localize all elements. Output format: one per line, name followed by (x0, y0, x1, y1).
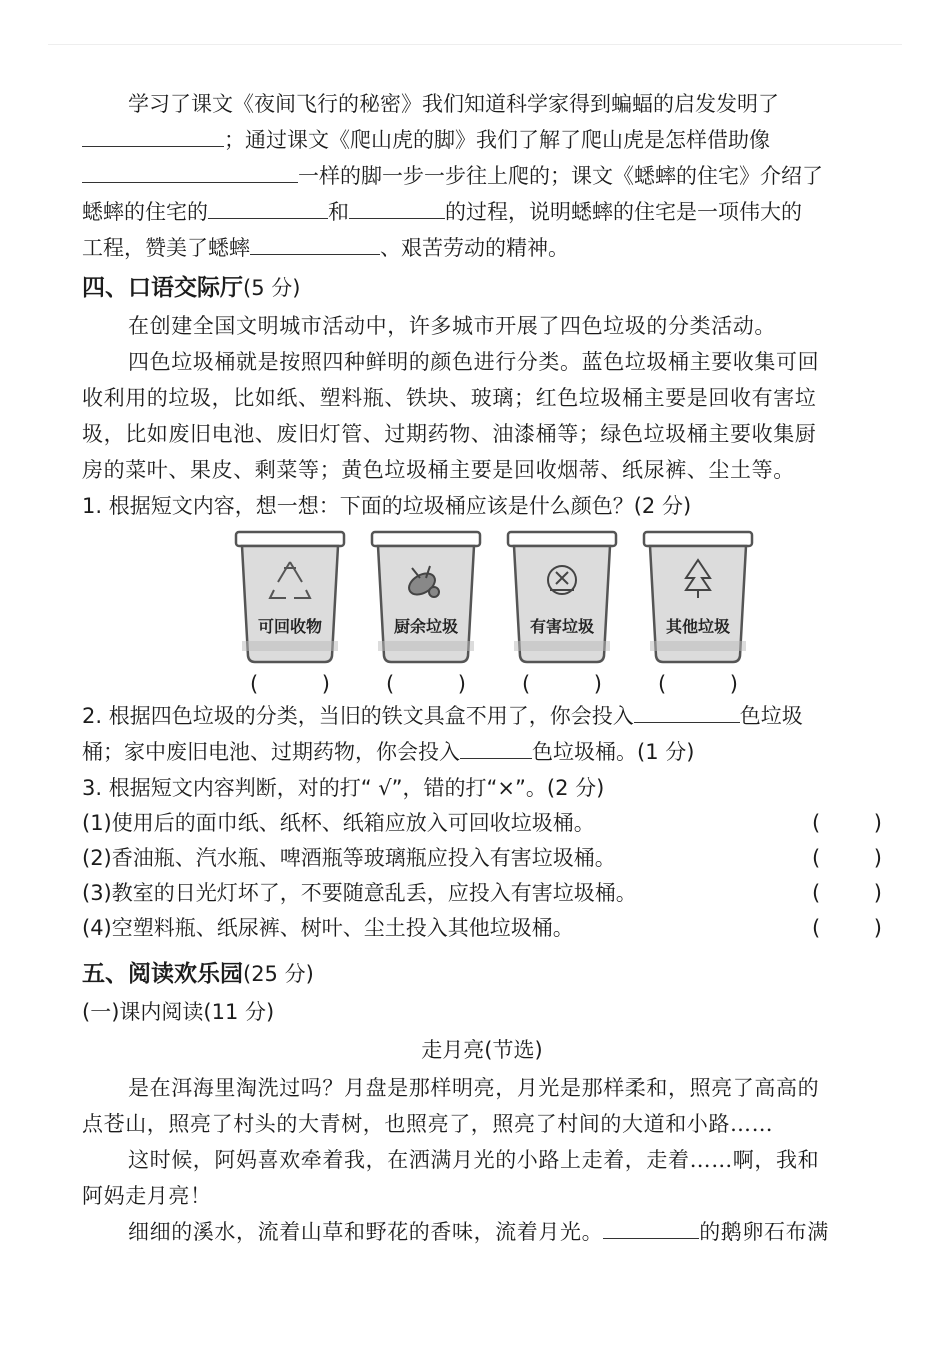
paren-close: ) (873, 881, 882, 905)
paren-close: ) (729, 672, 738, 696)
blank-color-1[interactable] (634, 698, 740, 723)
bin-recyclable (234, 528, 346, 696)
fill-line-5 (82, 230, 882, 266)
text: 、艰苦劳动的精神。 (380, 236, 569, 260)
section-4-heading (82, 268, 882, 308)
blank-color-2[interactable] (460, 734, 532, 759)
text: 3. 根据短文内容判断，对的打“ √”，错的打“×”。(2 分) (82, 776, 605, 800)
paren-open: ( (812, 881, 821, 905)
answer-paren[interactable] (522, 672, 602, 696)
bin-label: 厨余垃圾 (393, 617, 458, 636)
answer-paren[interactable] (658, 672, 738, 696)
paren-open: ( (812, 916, 821, 940)
fill-line-3 (82, 158, 882, 194)
question-2-line-1 (82, 698, 882, 734)
other-waste-bin-icon (642, 528, 754, 668)
text: 1. 根据短文内容，想一想：下面的垃圾桶应该是什么颜色？(2 分) (82, 494, 692, 518)
para-line (82, 416, 882, 452)
food-waste-bin-icon (370, 528, 482, 668)
trash-bins (82, 528, 882, 698)
answer-paren[interactable] (386, 672, 466, 696)
paren-open: ( (522, 672, 531, 696)
blank-house-1[interactable] (208, 194, 328, 219)
blank-invention[interactable] (82, 122, 224, 147)
text: 走月亮(节选) (421, 1038, 543, 1062)
bin-other (642, 528, 754, 696)
para-line (82, 452, 882, 488)
text: 房的菜叶、果皮、剩菜等；黄色垃圾桶主要是回收烟蒂、纸尿裤、尘土等。 (82, 458, 795, 482)
text: 工程，赞美了蟋蟀 (82, 236, 250, 260)
fill-line-2 (82, 122, 882, 158)
bin-label: 可回收物 (257, 617, 322, 636)
text: (一)课内阅读(11 分) (82, 1000, 275, 1024)
paren-close: ) (321, 672, 330, 696)
text: 的鹅卵石布满 (699, 1220, 829, 1244)
para-line (82, 344, 882, 380)
text: 色垃圾桶。(1 分) (532, 740, 695, 764)
section-5-heading (82, 954, 882, 994)
para-line (82, 380, 882, 416)
text: 收利用的垃圾，比如纸、塑料瓶、铁块、玻璃；红色垃圾桶主要是回收有害垃 (82, 386, 817, 410)
text: 色垃圾 (739, 704, 803, 728)
section-score: (25 分) (243, 962, 314, 986)
text: 点苍山，照亮了村头的大青树，也照亮了，照亮了村间的大道和小路…… (82, 1112, 774, 1136)
judge-item-1 (82, 806, 882, 841)
answer-paren[interactable] (812, 876, 882, 911)
text: 圾，比如废旧电池、废旧灯管、过期药物、油漆桶等；绿色垃圾桶主要收集厨 (82, 422, 817, 446)
passage-title (82, 1030, 882, 1070)
blank-passage[interactable] (603, 1214, 699, 1239)
judge-item-4 (82, 911, 882, 946)
text: 在创建全国文明城市活动中，许多城市开展了四色垃圾的分类活动。 (128, 314, 776, 338)
section-score: (5 分) (243, 276, 301, 300)
question-3 (82, 770, 882, 806)
passage-line (82, 1142, 882, 1178)
judge-item-2 (82, 841, 882, 876)
fill-line-1 (82, 86, 882, 122)
text: 的过程，说明蟋蟀的住宅是一项伟大的 (445, 200, 802, 224)
text: 桶；家中废旧电池、过期药物，你会投入 (82, 740, 460, 764)
paren-open: ( (812, 811, 821, 835)
section-4-intro (82, 308, 882, 344)
paren-open: ( (386, 672, 395, 696)
passage-line (82, 1106, 882, 1142)
judge-text: (2)香油瓶、汽水瓶、啤酒瓶等玻璃瓶应投入有害垃圾桶。 (82, 846, 616, 870)
section-title: 四、口语交际厅 (82, 275, 243, 301)
subsection-title (82, 994, 882, 1030)
text: ；通过课文《爬山虎的脚》我们了解了爬山虎是怎样借助像 (224, 128, 770, 152)
section-title: 五、阅读欢乐园 (82, 961, 243, 987)
bin-kitchen (370, 528, 482, 696)
bin-hazardous (506, 528, 618, 696)
recycle-bin-icon (234, 528, 346, 668)
text: 细细的溪水，流着山草和野花的香味，流着月光。 (128, 1220, 604, 1244)
text: 和 (328, 200, 349, 224)
judge-text: (1)使用后的面巾纸、纸杯、纸箱应放入可回收垃圾桶。 (82, 811, 595, 835)
question-1 (82, 488, 882, 524)
text: 是在洱海里淘洗过吗？月盘是那样明亮，月光是那样柔和，照亮了高高的 (128, 1076, 820, 1100)
text: 2. 根据四色垃圾的分类，当旧的铁文具盒不用了，你会投入 (82, 704, 634, 728)
text: 一样的脚一步一步往上爬的；课文《蟋蟀的住宅》介绍了 (298, 164, 823, 188)
passage-line (82, 1070, 882, 1106)
bin-label: 其他垃圾 (665, 617, 730, 636)
question-2-line-2 (82, 734, 882, 770)
answer-paren[interactable] (812, 911, 882, 946)
judge-text: (3)教室的日光灯坏了，不要随意乱丢，应投入有害垃圾桶。 (82, 881, 637, 905)
text: 这时候，阿妈喜欢牵着我，在洒满月光的小路上走着，走着……啊，我和 (128, 1148, 820, 1172)
text: 四色垃圾桶就是按照四种鲜明的颜色进行分类。蓝色垃圾桶主要收集可回 (128, 350, 820, 374)
top-divider (48, 44, 902, 45)
passage-line (82, 1178, 882, 1214)
paren-close: ) (593, 672, 602, 696)
answer-paren[interactable] (812, 841, 882, 876)
paren-open: ( (658, 672, 667, 696)
text: 阿妈走月亮！ (82, 1184, 212, 1208)
paren-close: ) (457, 672, 466, 696)
paren-close: ) (873, 916, 882, 940)
passage-line-last (82, 1214, 882, 1250)
answer-paren[interactable] (250, 672, 330, 696)
blank-praise[interactable] (250, 230, 380, 255)
paren-open: ( (250, 672, 259, 696)
paren-open: ( (812, 846, 821, 870)
paren-close: ) (873, 846, 882, 870)
judge-item-3 (82, 876, 882, 911)
paren-close: ) (873, 811, 882, 835)
blank-like[interactable] (82, 158, 298, 183)
judge-text: (4)空塑料瓶、纸尿裤、树叶、尘土投入其他垃圾桶。 (82, 916, 574, 940)
text: 蟋蟀的住宅的 (82, 200, 208, 224)
text: 学习了课文《夜间飞行的秘密》我们知道科学家得到蝙蝠的启发发明了 (128, 92, 779, 116)
worksheet-content (82, 86, 882, 1250)
bin-label: 有害垃圾 (529, 617, 594, 636)
fill-line-4 (82, 194, 882, 230)
answer-paren[interactable] (812, 806, 882, 841)
blank-house-2[interactable] (349, 194, 445, 219)
hazardous-bin-icon (506, 528, 618, 668)
